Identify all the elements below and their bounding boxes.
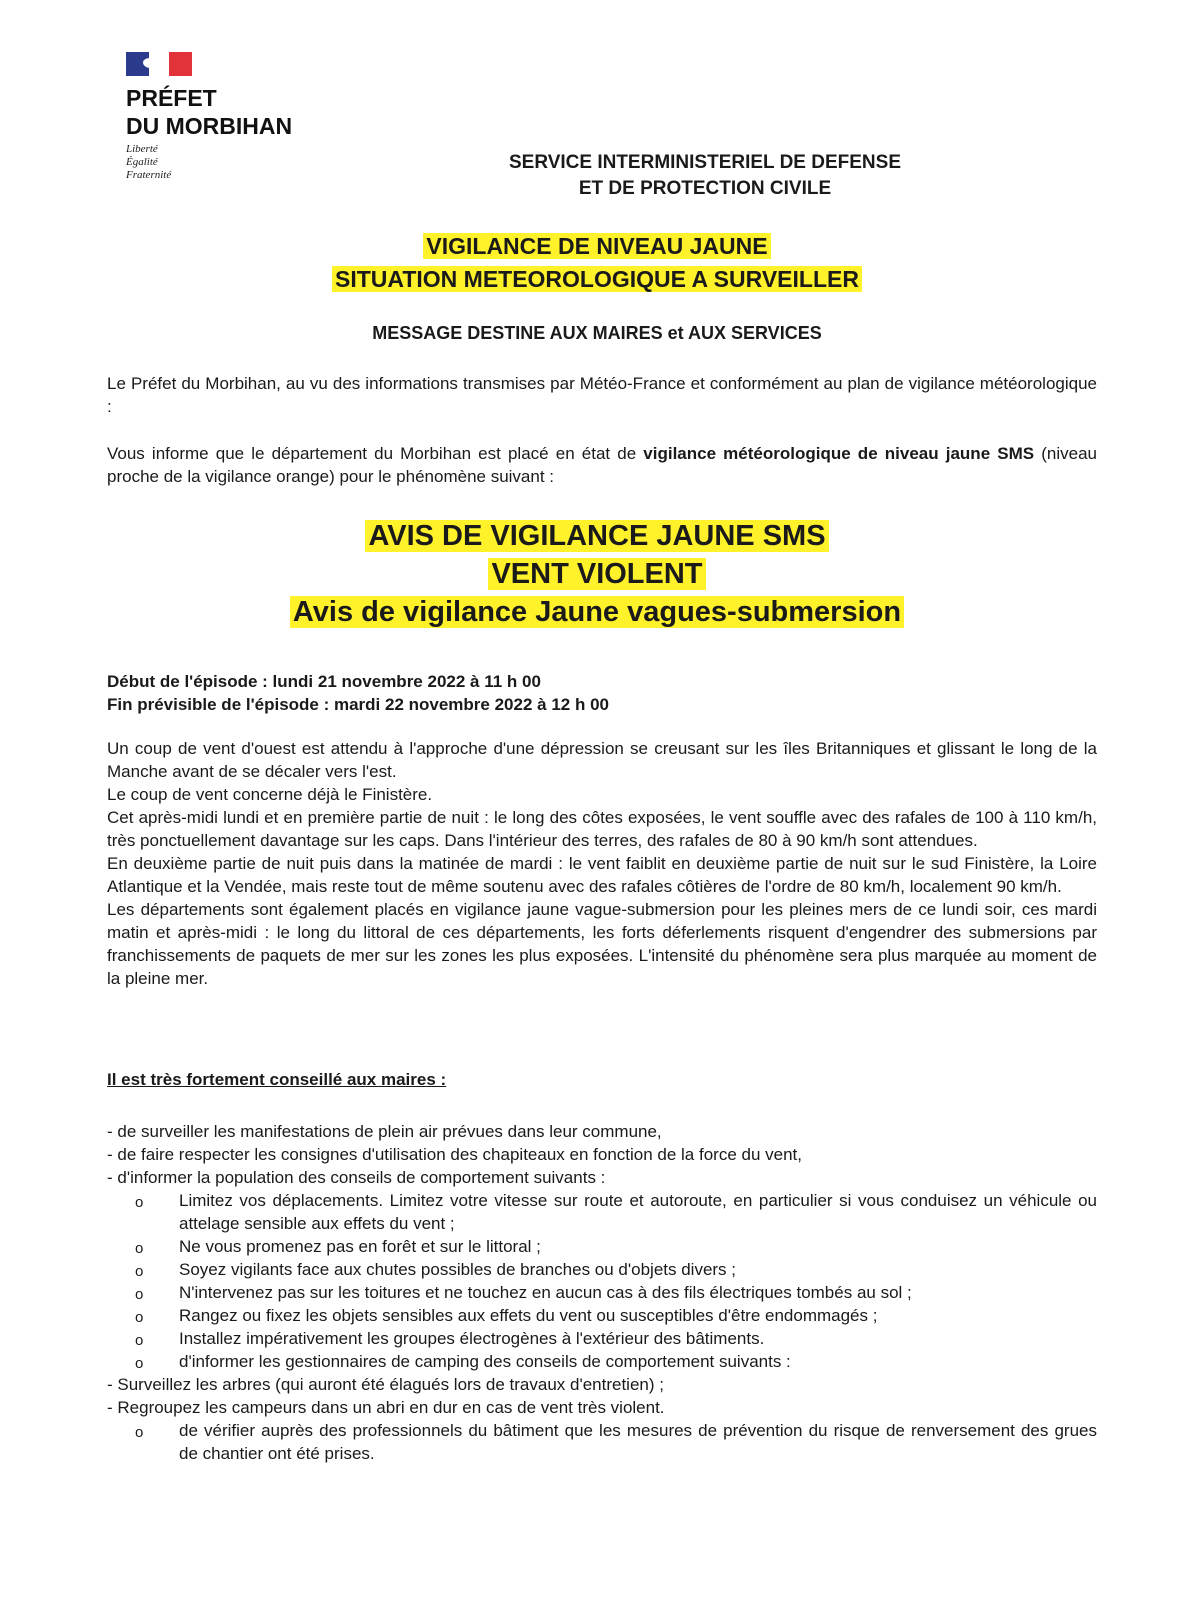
bullet-icon: o	[135, 1309, 144, 1326]
episode-start: Début de l'épisode : lundi 21 novembre 2022 à 11 h 00	[107, 672, 541, 691]
list-item: - d'informer la population des conseils de comportement suivants :	[107, 1168, 606, 1187]
forecast-body	[107, 737, 1097, 990]
bullet-icon: o	[135, 1240, 144, 1257]
intro-p2-bold: vigilance météorologique de niveau jaune SMS	[643, 444, 1035, 463]
advice-title: Il est très fortement conseillé aux maires :	[107, 1070, 447, 1089]
forecast-paragraph: Les départements sont également placés en vigilance jaune vague-submersion pour les pleines mers de ce lundi soir, ces mardi matin et après-midi : le long du littoral de ces départements, les forts déferlements risquent d'engendrer des submersions par franchissements de paquets de mer sur les zones les plus exposées. L'intensité du phénomène sera plus marquée au moment de la pleine mer.	[107, 900, 1097, 988]
bullet-icon: o	[135, 1286, 144, 1303]
advice-list	[107, 1120, 1097, 1465]
forecast-paragraph: Cet après-midi lundi et en première partie de nuit : le long des côtes exposées, le vent souffle avec des rafales de 100 à 110 km/h, très ponctuellement davantage sur les caps. Dans l'intérieur des terres, des rafales de 80 à 90 km/h sont attendues.	[107, 808, 1097, 850]
subitem-text: Limitez vos déplacements. Limitez votre vitesse sur route et autoroute, en particulier si vous conduisez un véhicule ou attelage sensible aux effets du vent ;	[179, 1191, 1097, 1233]
motto-fraternite: Fraternité	[126, 169, 172, 181]
marianne-flag-logo	[126, 52, 192, 76]
forecast-paragraph: Le coup de vent concerne déjà le Finistère.	[107, 785, 433, 804]
motto-egalite: Égalité	[126, 156, 158, 168]
list-subitem	[107, 1235, 1097, 1258]
prefet-line2: DU MORBIHAN	[126, 113, 293, 139]
avis-line2: VENT VIOLENT	[488, 558, 705, 590]
bullet-icon: o	[135, 1332, 144, 1349]
list-subitem	[107, 1419, 1097, 1465]
bullet-icon: o	[135, 1355, 144, 1372]
list-item: - Regroupez les campeurs dans un abri en dur en cas de vent très violent.	[107, 1398, 665, 1417]
vigilance-heading	[0, 230, 1194, 296]
intro-paragraph-2	[107, 442, 1097, 488]
list-subitem	[107, 1304, 1097, 1327]
list-item: - de surveiller les manifestations de plein air prévues dans leur commune,	[107, 1122, 662, 1141]
intro-p2-end: (niveau proche de la vigilance orange) pour le phénomène suivant :	[107, 444, 1097, 486]
list-item: - Surveillez les arbres (qui auront été élagués lors de travaux d'entretien) ;	[107, 1375, 664, 1394]
bullet-icon: o	[135, 1263, 144, 1280]
subitem-text: Ne vous promenez pas en forêt et sur le littoral ;	[179, 1237, 541, 1256]
bullet-icon: o	[135, 1424, 144, 1441]
list-subitem	[107, 1189, 1097, 1235]
forecast-paragraph: Un coup de vent d'ouest est attendu à l'approche d'une dépression se creusant sur les îles Britanniques et glissant le long de la Manche avant de se décaler vers l'est.	[107, 739, 1097, 781]
vigilance-line2: SITUATION METEOROLOGIQUE A SURVEILLER	[332, 266, 862, 292]
vigilance-line1: VIGILANCE DE NIVEAU JAUNE	[423, 233, 770, 259]
prefet-line1: PRÉFET	[126, 85, 217, 111]
subitem-text: Installez impérativement les groupes électrogènes à l'extérieur des bâtiments.	[179, 1329, 765, 1348]
service-title	[420, 150, 990, 202]
bullet-icon: o	[135, 1194, 144, 1211]
episode-end: Fin prévisible de l'épisode : mardi 22 novembre 2022 à 12 h 00	[107, 695, 609, 714]
subitem-text: de vérifier auprès des professionnels du bâtiment que les mesures de prévention du risque de renversement des grues de chantier ont été prises.	[179, 1421, 1097, 1463]
subitem-text: Soyez vigilants face aux chutes possibles de branches ou d'objets divers ;	[179, 1260, 737, 1279]
service-line2: ET DE PROTECTION CIVILE	[578, 178, 832, 199]
subitem-text: N'intervenez pas sur les toitures et ne touchez en aucun cas à des fils électriques tombés au sol ;	[179, 1283, 912, 1302]
episode-dates	[107, 670, 609, 716]
avis-line1: AVIS DE VIGILANCE JAUNE SMS	[365, 520, 828, 552]
service-line1: SERVICE INTERMINISTERIEL DE DEFENSE	[508, 152, 902, 173]
intro-p2-start: Vous informe que le département du Morbihan est placé en état de	[107, 444, 644, 463]
list-subitem	[107, 1350, 1097, 1373]
republic-motto	[126, 143, 171, 182]
message-recipients: MESSAGE DESTINE AUX MAIRES et AUX SERVICES	[372, 323, 822, 343]
list-subitem	[107, 1258, 1097, 1281]
list-item: - de faire respecter les consignes d'utilisation des chapiteaux en fonction de la force du vent,	[107, 1145, 802, 1164]
list-subitem	[107, 1281, 1097, 1304]
prefecture-name	[126, 84, 292, 140]
subitem-text: d'informer les gestionnaires de camping des conseils de comportement suivants :	[179, 1352, 791, 1371]
subitem-text: Rangez ou fixez les objets sensibles aux effets du vent ou susceptibles d'être endommagés ;	[179, 1306, 878, 1325]
intro-paragraph-1: Le Préfet du Morbihan, au vu des informations transmises par Météo-France et conformément au plan de vigilance météorologique :	[107, 374, 1097, 416]
forecast-paragraph: En deuxième partie de nuit puis dans la matinée de mardi : le vent faiblit en deuxième partie de nuit sur le sud Finistère, la Loire Atlantique et la Vendée, mais reste tout de même soutenu avec des rafales côtières de l'ordre de 80 km/h, localement 90 km/h.	[107, 854, 1097, 896]
avis-heading	[0, 517, 1194, 631]
motto-liberte: Liberté	[126, 143, 158, 155]
list-subitem	[107, 1327, 1097, 1350]
avis-line3: Avis de vigilance Jaune vagues-submersion	[290, 596, 904, 628]
